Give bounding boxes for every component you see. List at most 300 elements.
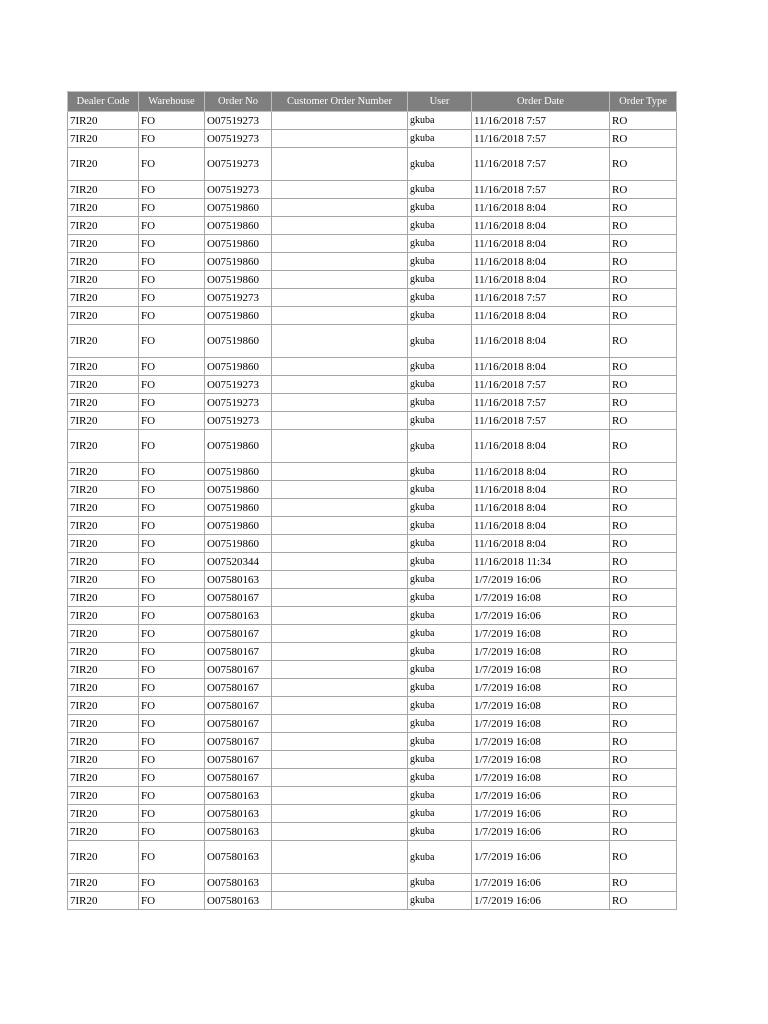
cell-user: gkuba (408, 769, 472, 787)
cell-user: gkuba (408, 874, 472, 892)
cell-dealer-code: 7IR20 (68, 715, 139, 733)
cell-dealer-code: 7IR20 (68, 112, 139, 130)
cell-order-date: 11/16/2018 8:04 (472, 463, 610, 481)
cell-dealer-code: 7IR20 (68, 892, 139, 910)
cell-order-no: O07580167 (205, 589, 272, 607)
cell-order-type: RO (610, 607, 677, 625)
cell-user: gkuba (408, 325, 472, 358)
cell-warehouse: FO (139, 412, 205, 430)
cell-order-date: 11/16/2018 7:57 (472, 148, 610, 181)
cell-dealer-code: 7IR20 (68, 679, 139, 697)
table-row (68, 358, 677, 376)
cell-order-no: O07519860 (205, 235, 272, 253)
cell-warehouse: FO (139, 805, 205, 823)
cell-dealer-code: 7IR20 (68, 235, 139, 253)
cell-customer-order-number (272, 130, 408, 148)
cell-order-no: O07580163 (205, 607, 272, 625)
table-row (68, 325, 677, 358)
cell-user: gkuba (408, 412, 472, 430)
cell-user: gkuba (408, 130, 472, 148)
cell-warehouse: FO (139, 553, 205, 571)
cell-order-type: RO (610, 679, 677, 697)
cell-warehouse: FO (139, 235, 205, 253)
cell-warehouse: FO (139, 148, 205, 181)
cell-warehouse: FO (139, 715, 205, 733)
cell-order-no: O07519860 (205, 307, 272, 325)
cell-customer-order-number (272, 571, 408, 589)
cell-dealer-code: 7IR20 (68, 625, 139, 643)
table-row (68, 751, 677, 769)
cell-order-date: 11/16/2018 7:57 (472, 181, 610, 199)
cell-order-no: O07519860 (205, 481, 272, 499)
cell-order-no: O07519860 (205, 517, 272, 535)
cell-customer-order-number (272, 430, 408, 463)
table-row (68, 463, 677, 481)
cell-customer-order-number (272, 253, 408, 271)
cell-order-date: 11/16/2018 8:04 (472, 517, 610, 535)
cell-warehouse: FO (139, 589, 205, 607)
cell-order-type: RO (610, 535, 677, 553)
table-row (68, 553, 677, 571)
header-order-date: Order Date (472, 92, 610, 112)
cell-warehouse: FO (139, 787, 205, 805)
cell-customer-order-number (272, 535, 408, 553)
cell-user: gkuba (408, 715, 472, 733)
cell-order-type: RO (610, 499, 677, 517)
cell-user: gkuba (408, 181, 472, 199)
cell-order-type: RO (610, 112, 677, 130)
cell-order-type: RO (610, 769, 677, 787)
cell-customer-order-number (272, 715, 408, 733)
cell-warehouse: FO (139, 253, 205, 271)
cell-order-date: 11/16/2018 8:04 (472, 535, 610, 553)
cell-order-type: RO (610, 589, 677, 607)
cell-user: gkuba (408, 430, 472, 463)
table-row (68, 697, 677, 715)
cell-user: gkuba (408, 751, 472, 769)
cell-order-no: O07519273 (205, 181, 272, 199)
table-row (68, 112, 677, 130)
cell-order-date: 1/7/2019 16:06 (472, 892, 610, 910)
cell-user: gkuba (408, 643, 472, 661)
cell-warehouse: FO (139, 733, 205, 751)
cell-order-no: O07580167 (205, 715, 272, 733)
cell-order-no: O07580167 (205, 643, 272, 661)
cell-user: gkuba (408, 805, 472, 823)
cell-warehouse: FO (139, 199, 205, 217)
cell-order-no: O07580163 (205, 841, 272, 874)
cell-order-date: 11/16/2018 11:34 (472, 553, 610, 571)
cell-warehouse: FO (139, 661, 205, 679)
table-row (68, 733, 677, 751)
cell-order-type: RO (610, 715, 677, 733)
table-row (68, 130, 677, 148)
cell-warehouse: FO (139, 307, 205, 325)
cell-customer-order-number (272, 394, 408, 412)
table-row (68, 499, 677, 517)
cell-order-date: 1/7/2019 16:06 (472, 841, 610, 874)
cell-user: gkuba (408, 289, 472, 307)
cell-order-type: RO (610, 463, 677, 481)
cell-dealer-code: 7IR20 (68, 751, 139, 769)
cell-user: gkuba (408, 307, 472, 325)
cell-order-no: O07519273 (205, 289, 272, 307)
cell-dealer-code: 7IR20 (68, 769, 139, 787)
cell-customer-order-number (272, 892, 408, 910)
cell-order-date: 1/7/2019 16:08 (472, 679, 610, 697)
cell-dealer-code: 7IR20 (68, 289, 139, 307)
table-row (68, 517, 677, 535)
header-warehouse: Warehouse (139, 92, 205, 112)
cell-warehouse: FO (139, 769, 205, 787)
cell-user: gkuba (408, 376, 472, 394)
cell-customer-order-number (272, 751, 408, 769)
cell-dealer-code: 7IR20 (68, 463, 139, 481)
cell-user: gkuba (408, 148, 472, 181)
cell-order-date: 1/7/2019 16:06 (472, 607, 610, 625)
cell-dealer-code: 7IR20 (68, 553, 139, 571)
cell-order-type: RO (610, 823, 677, 841)
cell-customer-order-number (272, 499, 408, 517)
cell-order-type: RO (610, 217, 677, 235)
cell-dealer-code: 7IR20 (68, 376, 139, 394)
cell-user: gkuba (408, 499, 472, 517)
cell-dealer-code: 7IR20 (68, 805, 139, 823)
cell-warehouse: FO (139, 571, 205, 589)
cell-warehouse: FO (139, 430, 205, 463)
cell-customer-order-number (272, 553, 408, 571)
cell-customer-order-number (272, 607, 408, 625)
cell-order-type: RO (610, 481, 677, 499)
cell-warehouse: FO (139, 874, 205, 892)
cell-order-no: O07580167 (205, 697, 272, 715)
cell-customer-order-number (272, 148, 408, 181)
table-row (68, 376, 677, 394)
table-row (68, 715, 677, 733)
cell-order-no: O07580163 (205, 805, 272, 823)
cell-dealer-code: 7IR20 (68, 535, 139, 553)
cell-customer-order-number (272, 376, 408, 394)
cell-order-date: 11/16/2018 7:57 (472, 394, 610, 412)
cell-warehouse: FO (139, 394, 205, 412)
cell-user: gkuba (408, 217, 472, 235)
cell-customer-order-number (272, 625, 408, 643)
table-row (68, 430, 677, 463)
cell-dealer-code: 7IR20 (68, 217, 139, 235)
cell-user: gkuba (408, 112, 472, 130)
cell-order-type: RO (610, 805, 677, 823)
cell-order-type: RO (610, 571, 677, 589)
cell-user: gkuba (408, 625, 472, 643)
cell-order-type: RO (610, 553, 677, 571)
cell-order-date: 1/7/2019 16:08 (472, 715, 610, 733)
cell-order-date: 1/7/2019 16:08 (472, 589, 610, 607)
cell-order-type: RO (610, 376, 677, 394)
cell-order-type: RO (610, 412, 677, 430)
cell-order-no: O07580167 (205, 769, 272, 787)
cell-order-type: RO (610, 661, 677, 679)
cell-order-type: RO (610, 235, 677, 253)
cell-dealer-code: 7IR20 (68, 148, 139, 181)
table-row (68, 643, 677, 661)
cell-order-date: 11/16/2018 8:04 (472, 235, 610, 253)
table-row (68, 679, 677, 697)
cell-order-type: RO (610, 130, 677, 148)
cell-order-type: RO (610, 253, 677, 271)
cell-customer-order-number (272, 307, 408, 325)
cell-order-no: O07519860 (205, 499, 272, 517)
cell-user: gkuba (408, 463, 472, 481)
cell-dealer-code: 7IR20 (68, 787, 139, 805)
cell-order-date: 11/16/2018 7:57 (472, 130, 610, 148)
table-row (68, 217, 677, 235)
cell-order-date: 11/16/2018 8:04 (472, 325, 610, 358)
cell-order-no: O07580163 (205, 787, 272, 805)
cell-dealer-code: 7IR20 (68, 517, 139, 535)
cell-dealer-code: 7IR20 (68, 307, 139, 325)
cell-warehouse: FO (139, 517, 205, 535)
cell-order-date: 11/16/2018 8:04 (472, 253, 610, 271)
cell-customer-order-number (272, 769, 408, 787)
cell-order-type: RO (610, 199, 677, 217)
cell-warehouse: FO (139, 892, 205, 910)
orders-table (67, 91, 677, 910)
table-row (68, 481, 677, 499)
cell-user: gkuba (408, 571, 472, 589)
cell-warehouse: FO (139, 325, 205, 358)
cell-dealer-code: 7IR20 (68, 589, 139, 607)
cell-customer-order-number (272, 358, 408, 376)
table-row (68, 253, 677, 271)
cell-customer-order-number (272, 697, 408, 715)
cell-user: gkuba (408, 481, 472, 499)
cell-order-no: O07519860 (205, 463, 272, 481)
cell-customer-order-number (272, 805, 408, 823)
cell-order-date: 11/16/2018 8:04 (472, 499, 610, 517)
table-row (68, 271, 677, 289)
cell-user: gkuba (408, 841, 472, 874)
table-row (68, 874, 677, 892)
cell-warehouse: FO (139, 130, 205, 148)
cell-customer-order-number (272, 325, 408, 358)
cell-order-no: O07580167 (205, 661, 272, 679)
cell-order-date: 11/16/2018 7:57 (472, 289, 610, 307)
cell-order-no: O07580167 (205, 751, 272, 769)
table-row (68, 199, 677, 217)
cell-dealer-code: 7IR20 (68, 430, 139, 463)
table-row (68, 787, 677, 805)
cell-dealer-code: 7IR20 (68, 499, 139, 517)
cell-user: gkuba (408, 235, 472, 253)
cell-order-no: O07580167 (205, 733, 272, 751)
cell-order-date: 1/7/2019 16:06 (472, 823, 610, 841)
cell-user: gkuba (408, 253, 472, 271)
table-row (68, 625, 677, 643)
cell-dealer-code: 7IR20 (68, 181, 139, 199)
cell-dealer-code: 7IR20 (68, 733, 139, 751)
table-row (68, 394, 677, 412)
cell-warehouse: FO (139, 217, 205, 235)
cell-order-date: 1/7/2019 16:06 (472, 874, 610, 892)
cell-user: gkuba (408, 589, 472, 607)
cell-order-date: 11/16/2018 7:57 (472, 376, 610, 394)
table-row (68, 661, 677, 679)
cell-warehouse: FO (139, 499, 205, 517)
table-row (68, 289, 677, 307)
header-row (68, 92, 677, 112)
cell-order-date: 11/16/2018 8:04 (472, 199, 610, 217)
table-row (68, 769, 677, 787)
cell-user: gkuba (408, 517, 472, 535)
cell-order-no: O07580163 (205, 874, 272, 892)
cell-order-date: 11/16/2018 8:04 (472, 217, 610, 235)
cell-dealer-code: 7IR20 (68, 481, 139, 499)
header-user: User (408, 92, 472, 112)
cell-order-no: O07580163 (205, 892, 272, 910)
cell-order-date: 11/16/2018 8:04 (472, 271, 610, 289)
cell-dealer-code: 7IR20 (68, 571, 139, 589)
cell-order-type: RO (610, 307, 677, 325)
cell-order-no: O07519860 (205, 535, 272, 553)
cell-customer-order-number (272, 823, 408, 841)
cell-order-type: RO (610, 643, 677, 661)
cell-order-no: O07580167 (205, 679, 272, 697)
cell-dealer-code: 7IR20 (68, 841, 139, 874)
cell-order-type: RO (610, 517, 677, 535)
cell-order-no: O07519273 (205, 394, 272, 412)
cell-dealer-code: 7IR20 (68, 697, 139, 715)
cell-order-type: RO (610, 733, 677, 751)
table-row (68, 607, 677, 625)
cell-warehouse: FO (139, 535, 205, 553)
header-dealer-code: Dealer Code (68, 92, 139, 112)
cell-order-date: 1/7/2019 16:08 (472, 625, 610, 643)
cell-order-no: O07520344 (205, 553, 272, 571)
cell-user: gkuba (408, 787, 472, 805)
cell-order-date: 1/7/2019 16:06 (472, 787, 610, 805)
cell-customer-order-number (272, 271, 408, 289)
cell-order-date: 1/7/2019 16:08 (472, 661, 610, 679)
cell-dealer-code: 7IR20 (68, 358, 139, 376)
cell-order-date: 1/7/2019 16:08 (472, 643, 610, 661)
table-row (68, 571, 677, 589)
cell-customer-order-number (272, 874, 408, 892)
cell-order-type: RO (610, 787, 677, 805)
cell-order-no: O07519273 (205, 148, 272, 181)
cell-dealer-code: 7IR20 (68, 661, 139, 679)
cell-customer-order-number (272, 235, 408, 253)
cell-customer-order-number (272, 589, 408, 607)
table-row (68, 823, 677, 841)
cell-customer-order-number (272, 112, 408, 130)
cell-dealer-code: 7IR20 (68, 271, 139, 289)
cell-order-date: 1/7/2019 16:06 (472, 805, 610, 823)
cell-warehouse: FO (139, 679, 205, 697)
cell-order-date: 11/16/2018 8:04 (472, 358, 610, 376)
cell-warehouse: FO (139, 841, 205, 874)
cell-customer-order-number (272, 643, 408, 661)
cell-warehouse: FO (139, 643, 205, 661)
cell-user: gkuba (408, 199, 472, 217)
cell-order-no: O07519860 (205, 199, 272, 217)
cell-warehouse: FO (139, 181, 205, 199)
cell-dealer-code: 7IR20 (68, 412, 139, 430)
cell-user: gkuba (408, 697, 472, 715)
cell-order-type: RO (610, 892, 677, 910)
cell-customer-order-number (272, 679, 408, 697)
table-row (68, 892, 677, 910)
cell-customer-order-number (272, 787, 408, 805)
cell-customer-order-number (272, 217, 408, 235)
cell-order-type: RO (610, 430, 677, 463)
cell-user: gkuba (408, 271, 472, 289)
cell-customer-order-number (272, 289, 408, 307)
cell-order-type: RO (610, 697, 677, 715)
cell-dealer-code: 7IR20 (68, 199, 139, 217)
cell-order-date: 1/7/2019 16:08 (472, 697, 610, 715)
table-row (68, 841, 677, 874)
cell-order-date: 1/7/2019 16:08 (472, 769, 610, 787)
cell-customer-order-number (272, 841, 408, 874)
cell-user: gkuba (408, 679, 472, 697)
cell-order-date: 1/7/2019 16:08 (472, 733, 610, 751)
table-body (68, 112, 677, 910)
cell-warehouse: FO (139, 625, 205, 643)
table-row (68, 148, 677, 181)
table-row (68, 307, 677, 325)
cell-warehouse: FO (139, 697, 205, 715)
cell-dealer-code: 7IR20 (68, 607, 139, 625)
cell-order-no: O07519273 (205, 112, 272, 130)
cell-warehouse: FO (139, 481, 205, 499)
cell-user: gkuba (408, 733, 472, 751)
header-customer-order-number: Customer Order Number (272, 92, 408, 112)
cell-order-no: O07519860 (205, 430, 272, 463)
table-row (68, 589, 677, 607)
cell-order-type: RO (610, 874, 677, 892)
cell-warehouse: FO (139, 823, 205, 841)
cell-dealer-code: 7IR20 (68, 643, 139, 661)
cell-order-no: O07519860 (205, 271, 272, 289)
cell-dealer-code: 7IR20 (68, 823, 139, 841)
cell-user: gkuba (408, 892, 472, 910)
cell-order-no: O07580167 (205, 625, 272, 643)
cell-order-no: O07519860 (205, 358, 272, 376)
cell-order-no: O07580163 (205, 571, 272, 589)
cell-order-type: RO (610, 358, 677, 376)
table-row (68, 181, 677, 199)
cell-order-no: O07519273 (205, 412, 272, 430)
cell-customer-order-number (272, 412, 408, 430)
header-order-type: Order Type (610, 92, 677, 112)
cell-order-no: O07519860 (205, 253, 272, 271)
cell-order-type: RO (610, 289, 677, 307)
cell-dealer-code: 7IR20 (68, 394, 139, 412)
cell-order-no: O07519273 (205, 376, 272, 394)
cell-customer-order-number (272, 517, 408, 535)
cell-warehouse: FO (139, 751, 205, 769)
cell-order-no: O07580163 (205, 823, 272, 841)
cell-user: gkuba (408, 607, 472, 625)
cell-dealer-code: 7IR20 (68, 253, 139, 271)
cell-order-date: 11/16/2018 8:04 (472, 481, 610, 499)
table-row (68, 535, 677, 553)
cell-warehouse: FO (139, 289, 205, 307)
cell-warehouse: FO (139, 376, 205, 394)
table-row (68, 412, 677, 430)
cell-customer-order-number (272, 199, 408, 217)
cell-warehouse: FO (139, 463, 205, 481)
